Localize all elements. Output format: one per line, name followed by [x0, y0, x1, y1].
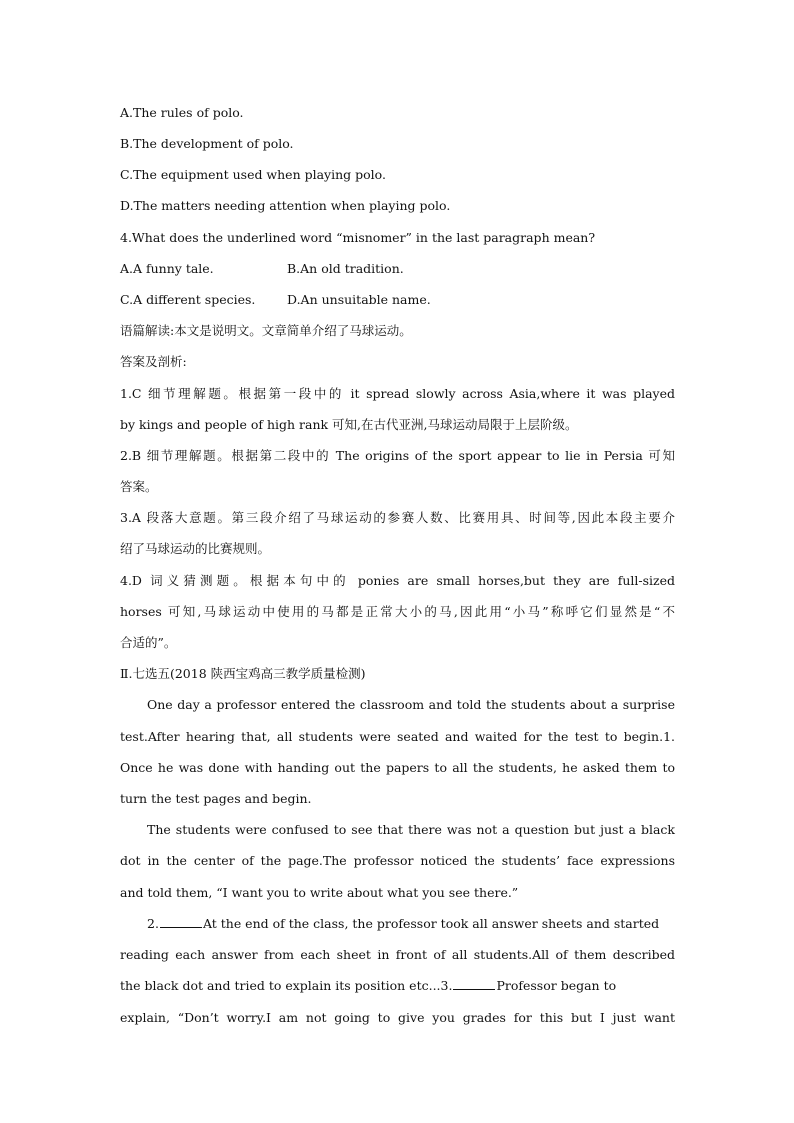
answer-2-line-2: 答案。 [120, 479, 158, 494]
option-q4-c: C.A different species. [120, 292, 256, 307]
passage-p3-line-3-text: the black dot and tried to explain its position etc...3. [120, 978, 453, 993]
answer-1-line-1: 1.C 细节理解题。根据第一段中的 it spread slowly across Asia,where it was played [120, 386, 675, 401]
passage-p3-line-3 [120, 976, 675, 996]
passage-p1-line-2: test.After hearing that, all students were seated and waited for the test to begin.1. [120, 729, 675, 744]
passage-p2-line-3: and told them, “I want you to write about what you see there.” [120, 885, 519, 900]
passage-p3-line-1-text: At the end of the class, the professor took all answer sheets and started [202, 916, 660, 931]
answer-blank-3[interactable] [453, 977, 495, 990]
passage-p2-line-2: dot in the center of the page.The professor noticed the students’ face expressions [120, 853, 675, 868]
passage-p2-line-1: The students were confused to see that there was not a question but just a black [147, 822, 675, 837]
answer-blank-2[interactable] [160, 915, 202, 928]
option-q3-a: A.The rules of polo. [120, 105, 244, 120]
passage-p3-line-2: reading each answer from each sheet in front of all students.All of them described [120, 947, 675, 962]
answer-2-line-1: 2.B 细节理解题。根据第二段中的 The origins of the sport appear to lie in Persia 可知 [120, 448, 675, 463]
option-q4-b: B.An old tradition. [287, 261, 404, 276]
answer-3-line-1: 3.A 段落大意题。第三段介绍了马球运动的参赛人数、比赛用具、时间等,因此本段主要介 [120, 510, 675, 525]
option-q3-b: B.The development of polo. [120, 136, 294, 151]
option-q3-d: D.The matters needing attention when playing polo. [120, 198, 451, 213]
option-q3-c: C.The equipment used when playing polo. [120, 167, 386, 182]
blank-2-number: 2. [147, 916, 159, 931]
passage-p1-line-1: One day a professor entered the classroom and told the students about a surprise [147, 697, 675, 712]
answer-4-line-3: 合适的”。 [120, 635, 177, 650]
passage-p3-line-3-tail: Professor began to [496, 978, 617, 993]
section-2-title: Ⅱ.七选五(2018 陕西宝鸡高三教学质量检测) [120, 666, 366, 681]
question-4-options-row1 [120, 259, 675, 279]
passage-p3-line-1 [147, 914, 675, 934]
passage-summary: 语篇解读:本文是说明文。文章简单介绍了马球运动。 [120, 323, 412, 338]
option-q4-d: D.An unsuitable name. [287, 292, 431, 307]
passage-p1-line-4: turn the test pages and begin. [120, 791, 312, 806]
passage-p3-line-4: explain, “Don’t worry.I am not going to give you grades for this but I just want [120, 1010, 675, 1025]
option-q4-a: A.A funny tale. [120, 261, 214, 276]
answer-1-line-2: by kings and people of high rank 可知,在古代亚洲,马球运动局限于上层阶级。 [120, 417, 578, 432]
passage-p1-line-3: Once he was done with handing out the papers to all the students, he asked them to [120, 760, 675, 775]
answer-4-line-2: horses 可知,马球运动中使用的马都是正常大小的马,因此用“小马”称呼它们显然是“不 [120, 604, 675, 619]
answer-3-line-2: 绍了马球运动的比赛规则。 [120, 541, 271, 556]
answers-heading: 答案及剖析: [120, 354, 187, 369]
question-4-stem: 4.What does the underlined word “misnomer” in the last paragraph mean? [120, 230, 596, 245]
answer-4-line-1: 4.D 词义猜测题。根据本句中的 ponies are small horses,but they are full-sized [120, 573, 675, 588]
question-4-options-row2 [120, 290, 675, 310]
